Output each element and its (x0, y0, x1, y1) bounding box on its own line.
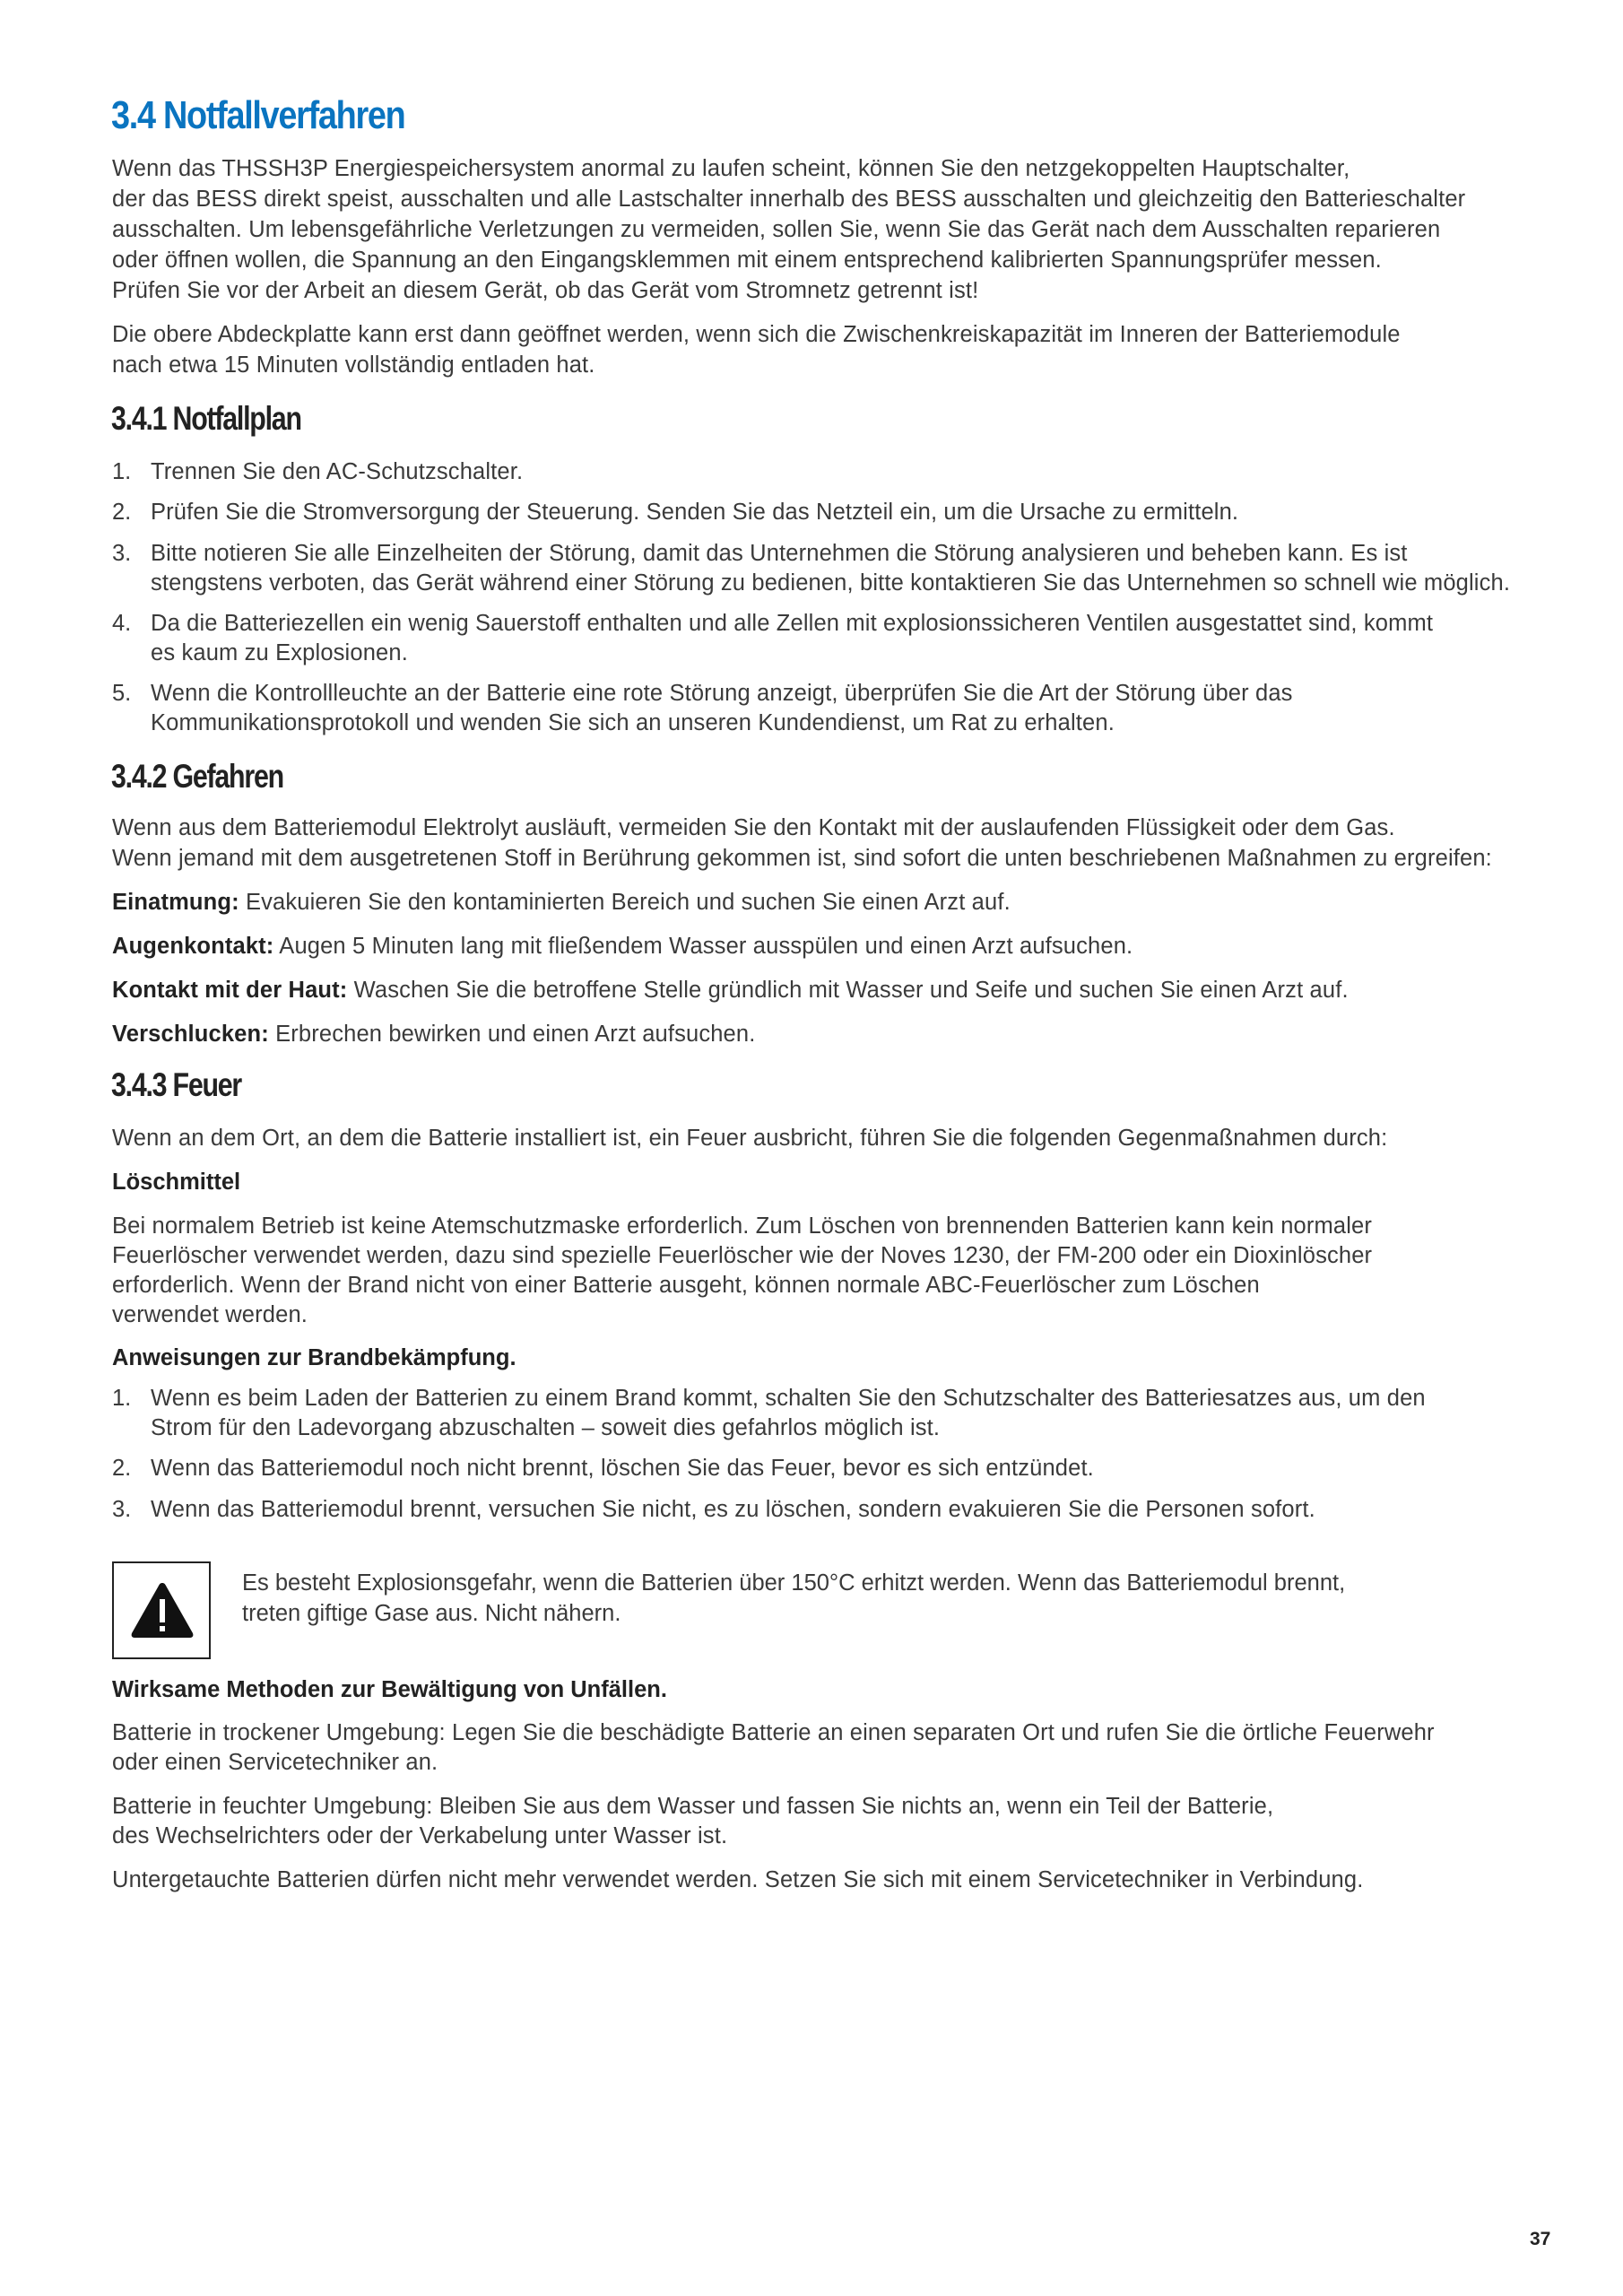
agents-line: Feuerlöscher verwendet werden, dazu sind spezielle Feuerlöscher wie der Noves 1230, der FM-200 oder ein Dioxinlöscher (112, 1243, 1373, 1268)
wet-environment-line: des Wechselrichters oder der Verkabelung unter Wasser ist. (112, 1823, 728, 1848)
measure-text: Augen 5 Minuten lang mit fließendem Wasser ausspülen und einen Arzt aufsuchen. (273, 934, 1133, 959)
list-item: Wenn es beim Laden der Batterien zu einem Brand kommt, schalten Sie den Schutzschalter des Batteriesatzes aus, um den (151, 1386, 1426, 1411)
list-item: Prüfen Sie die Stromversorgung der Steuerung. Senden Sie das Netzteil ein, um die Ursache zu ermitteln. (151, 500, 1239, 525)
submerged-note: Untergetauchte Batterien dürfen nicht mehr verwendet werden. Setzen Sie sich mit einem Servicetechniker in Verbindung. (112, 1867, 1364, 1892)
subsection-title-notfallplan: 3.4.1 Notfallplan (111, 400, 301, 437)
list-item: Wenn die Kontrollleuchte an der Batterie eine rote Störung anzeigt, überprüfen Sie die Art der Störung über das (151, 681, 1293, 706)
list-number: 2. (112, 500, 132, 525)
list-item-cont: es kaum zu Explosionen. (151, 640, 408, 665)
list-item: Bitte notieren Sie alle Einzelheiten der Störung, damit das Unternehmen die Störung analysieren und beheben kann. Es ist (151, 541, 1408, 566)
list-item: Wenn das Batteriemodul brennt, versuchen Sie nicht, es zu löschen, sondern evakuieren Sie die Personen sofort. (151, 1497, 1315, 1522)
list-item: Wenn das Batteriemodul noch nicht brennt, löschen Sie das Feuer, bevor es sich entzündet. (151, 1456, 1094, 1481)
section-title: 3.4 Notfallverfahren (111, 93, 405, 137)
list-item-cont: stengstens verboten, das Gerät während einer Störung zu bedienen, bitte kontaktieren Sie das Unternehmen so schnell wie möglich. (151, 570, 1511, 596)
measure-text: Evakuieren Sie den kontaminierten Bereich und suchen Sie einen Arzt auf. (239, 890, 1011, 915)
list-number: 3. (112, 1497, 132, 1522)
agents-line: erforderlich. Wenn der Brand nicht von einer Batterie ausgeht, können normale ABC-Feuerlöscher zum Löschen (112, 1273, 1260, 1298)
warning-text-line: Es besteht Explosionsgefahr, wenn die Batterien über 150°C erhitzt werden. Wenn das Batteriemodul brennt, (242, 1570, 1346, 1596)
list-number: 5. (112, 681, 132, 706)
intro-line: ausschalten. Um lebensgefährliche Verletzungen zu vermeiden, sollen Sie, wenn Sie das Gerät nach dem Ausschalten reparieren (112, 217, 1441, 242)
list-number: 1. (112, 459, 132, 484)
page-number: 37 (1530, 2229, 1551, 2249)
list-number: 2. (112, 1456, 132, 1481)
wet-environment-line: Batterie in feuchter Umgebung: Bleiben Sie aus dem Wasser und fassen Sie nichts an, wenn ein Teil der Batterie, (112, 1794, 1274, 1819)
measure-label: Verschlucken: (112, 1022, 269, 1047)
measure-inhalation (112, 888, 1011, 918)
subsection-title-gefahren: 3.4.2 Gefahren (111, 758, 283, 795)
list-number: 1. (112, 1386, 132, 1411)
dry-environment-line: oder einen Servicetechniker an. (112, 1750, 438, 1775)
cover-line: Die obere Abdeckplatte kann erst dann geöffnet werden, wenn sich die Zwischenkreiskapazität im Inneren der Batteriemodule (112, 322, 1401, 347)
intro-line: Prüfen Sie vor der Arbeit an diesem Gerät, ob das Gerät vom Stromnetz getrennt ist! (112, 278, 979, 303)
measure-swallowing (112, 1020, 755, 1049)
measure-label: Augenkontakt: (112, 934, 274, 959)
cover-line: nach etwa 15 Minuten vollständig entladen hat. (112, 352, 595, 378)
measure-text: Waschen Sie die betroffene Stelle gründlich mit Wasser und Seife und suchen Sie einen Arzt auf. (347, 978, 1349, 1003)
subsection-title-feuer: 3.4.3 Feuer (111, 1066, 242, 1103)
warning-box (112, 1561, 211, 1659)
intro-line: oder öffnen wollen, die Spannung an den Eingangsklemmen mit einem entsprechend kalibrierten Spannungsprüfer messen. (112, 248, 1382, 273)
extinguishing-agents-title: Löschmittel (112, 1170, 241, 1195)
firefighting-instructions-title: Anweisungen zur Brandbekämpfung. (112, 1345, 516, 1370)
warning-triangle-icon (130, 1579, 195, 1640)
measure-eye-contact (112, 932, 1133, 961)
intro-line: der das BESS direkt speist, ausschalten und alle Lastschalter innerhalb des BESS ausschalten und gleichzeitig den Batterieschalter (112, 187, 1466, 212)
warning-text-line: treten giftige Gase aus. Nicht nähern. (242, 1601, 621, 1626)
measure-label: Einatmung: (112, 890, 239, 915)
hazards-intro-line: Wenn jemand mit dem ausgetretenen Stoff in Berührung gekommen ist, sind sofort die unten beschriebenen Maßnahmen zu ergreifen: (112, 846, 1492, 871)
list-number: 4. (112, 611, 132, 636)
fire-intro: Wenn an dem Ort, an dem die Batterie installiert ist, ein Feuer ausbricht, führen Sie die folgenden Gegenmaßnahmen durch: (112, 1126, 1388, 1151)
list-item-cont: Kommunikationsprotokoll und wenden Sie sich an unseren Kundendienst, um Rat zu erhalten. (151, 710, 1115, 735)
hazards-intro-line: Wenn aus dem Batteriemodul Elektrolyt ausläuft, vermeiden Sie den Kontakt mit der auslaufenden Flüssigkeit oder dem Gas. (112, 815, 1395, 840)
list-number: 3. (112, 541, 132, 566)
accident-methods-title: Wirksame Methoden zur Bewältigung von Unfällen. (112, 1677, 667, 1702)
intro-line: Wenn das THSSH3P Energiespeichersystem anormal zu laufen scheint, können Sie den netzgekoppelten Hauptschalter, (112, 156, 1350, 181)
list-item: Da die Batteriezellen ein wenig Sauerstoff enthalten und alle Zellen mit explosionssicheren Ventilen ausgestattet sind, kommt (151, 611, 1434, 636)
measure-text: Erbrechen bewirken und einen Arzt aufsuchen. (268, 1022, 756, 1047)
dry-environment-line: Batterie in trockener Umgebung: Legen Sie die beschädigte Batterie an einen separaten Ort und rufen Sie die örtliche Feuerwehr (112, 1720, 1435, 1745)
list-item-cont: Strom für den Ladevorgang abzuschalten – soweit dies gefahrlos möglich ist. (151, 1415, 941, 1440)
agents-line: verwendet werden. (112, 1302, 308, 1327)
measure-label: Kontakt mit der Haut: (112, 978, 348, 1003)
measure-skin-contact (112, 976, 1349, 1005)
list-item: Trennen Sie den AC-Schutzschalter. (151, 459, 524, 484)
agents-line: Bei normalem Betrieb ist keine Atemschutzmaske erforderlich. Zum Löschen von brennenden Batterien kann kein normaler (112, 1213, 1373, 1239)
